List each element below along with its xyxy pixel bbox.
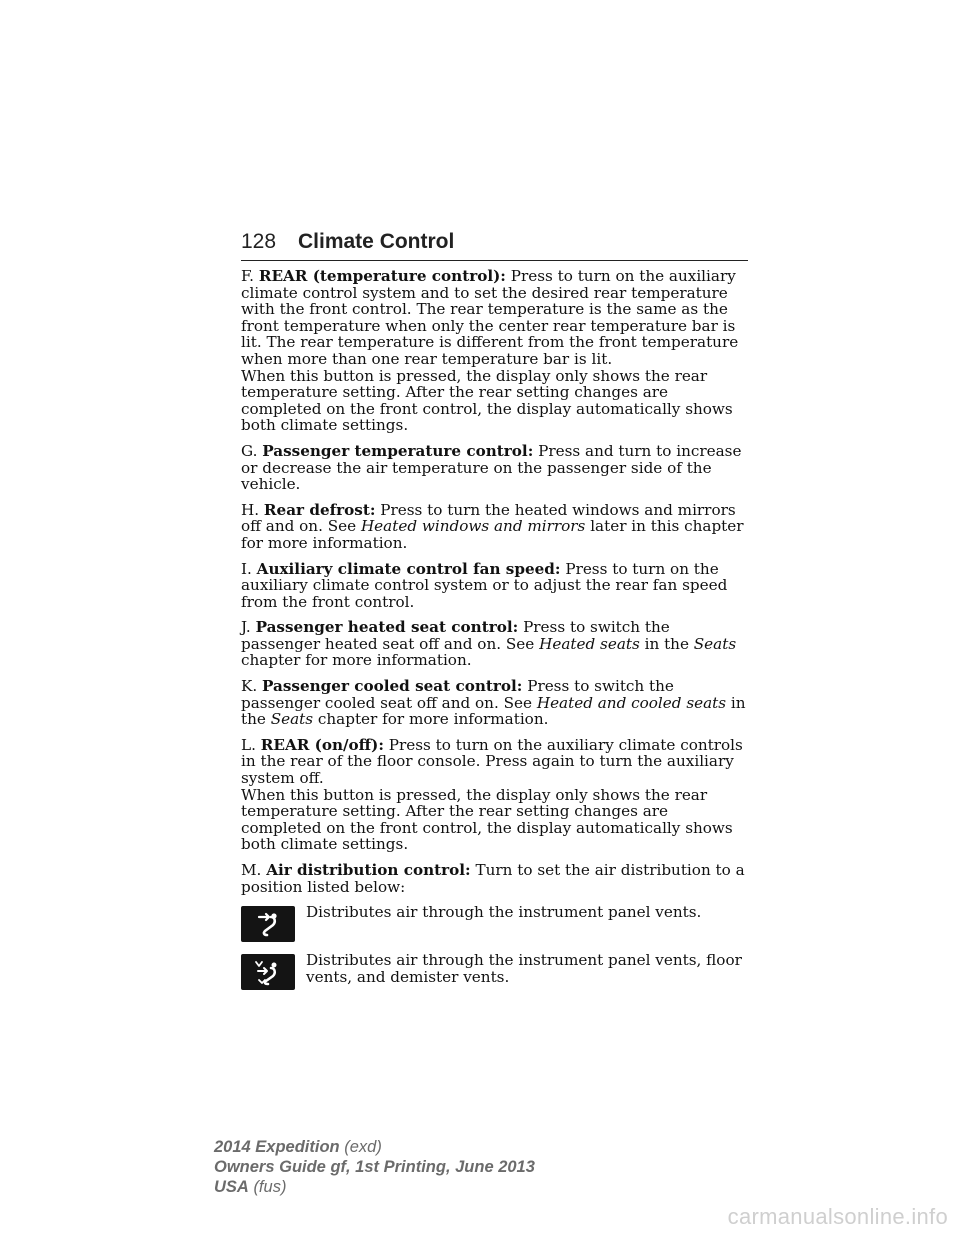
item-letter: L. [241,735,256,754]
item-i [241,561,753,611]
item-f-note: When this button is pressed, the display only shows the rear temperature setting. After the rear setting changes are completed on the front control, the display automatically shows both climate settings. [241,366,733,435]
item-letter: H. [241,500,260,519]
item-label: Rear defrost: [263,500,376,519]
item-m [241,862,753,895]
item-text: in the [644,634,689,653]
item-label: Air distribution control: [266,861,471,879]
footer-model-line [214,1137,535,1157]
cross-reference: Heated seats [539,634,640,653]
item-l [241,737,753,787]
item-letter: G. [241,441,258,460]
item-label: REAR (temperature control): [258,267,506,285]
item-letter: M. [241,861,262,879]
item-text: Press to turn on the auxiliary climate controls in the rear of the floor console. Press again to turn the auxiliary system off. [241,735,743,788]
page-header [241,230,748,261]
item-text: Press to switch the passenger heated seat off and on. See [241,618,670,653]
item-l-note: When this button is pressed, the display only shows the rear temperature setting. After the rear setting changes are completed on the front control, the display automatically shows both climate settings. [241,785,733,854]
item-label: Auxiliary climate control fan speed: [256,559,561,578]
footer-model: 2014 Expedition [214,1138,340,1156]
panel-floor-demist-vent-icon [241,954,295,990]
item-g [241,443,753,493]
item-k [241,678,753,728]
footer-market-line [214,1177,535,1197]
air-mode-row-panel [241,904,753,942]
chapter-reference: Seats [270,710,314,729]
item-text: later in this chapter for more information. [241,517,744,552]
air-mode-description: Distributes air through the instrument panel vents. [306,903,702,922]
watermark: carmanualsonline.info [727,1204,948,1229]
footer-market-code: (fus) [253,1178,287,1196]
item-text: chapter for more information. [241,651,472,670]
section-title: Climate Control [298,230,455,253]
item-text: Press and turn to increase or decrease the air temperature on the passenger side of the vehicle. [241,441,742,494]
chapter-reference: Seats [693,634,737,653]
item-text: Press to switch the passenger cooled seat off and on. See [241,677,674,712]
page-content [241,268,753,990]
item-text: Turn to set the air distribution to a position listed below: [241,861,745,896]
panel-vent-icon [241,906,295,942]
item-h [241,502,753,552]
item-label: REAR (on/off): [260,735,384,754]
air-mode-row-panel-floor-demist [241,952,753,990]
item-letter: J. [241,618,251,637]
item-text: Press to turn the heated windows and mirrors off and on. See [241,500,736,536]
item-label: Passenger heated seat control: [255,618,519,637]
item-letter: I. [241,559,252,578]
footer-guide-line [214,1157,535,1177]
item-text: Press to turn on the auxiliary climate control system and to set the desired rear temperature with the front control. The rear temperature is the same as the front temperature when only the center rear temperature bar is lit. The rear temperature is different from the front temperature when more than one rear temperature bar is lit. [241,267,739,368]
item-label: Passenger cooled seat control: [262,677,523,696]
item-text: chapter for more information. [317,710,549,729]
item-text: Press to turn on the auxiliary climate control system or to adjust the rear fan speed from the front control. [241,559,728,611]
document-footer [214,1137,535,1197]
item-letter: F. [241,267,254,285]
footer-market: USA [214,1178,249,1196]
cross-reference: Heated windows and mirrors [360,517,586,536]
page-number: 128 [241,230,277,253]
item-text: in the [241,693,746,729]
footer-model-code: (exd) [344,1138,382,1156]
cross-reference: Heated and cooled seats [536,693,727,712]
item-letter: K. [241,677,258,696]
item-label: Passenger temperature control: [262,441,534,460]
item-j [241,619,753,669]
footer-guide: Owners Guide gf, 1st Printing, June 2013 [214,1158,535,1176]
air-mode-description: Distributes air through the instrument panel vents, floor vents, and demister vents. [306,951,742,986]
item-f [241,268,753,368]
